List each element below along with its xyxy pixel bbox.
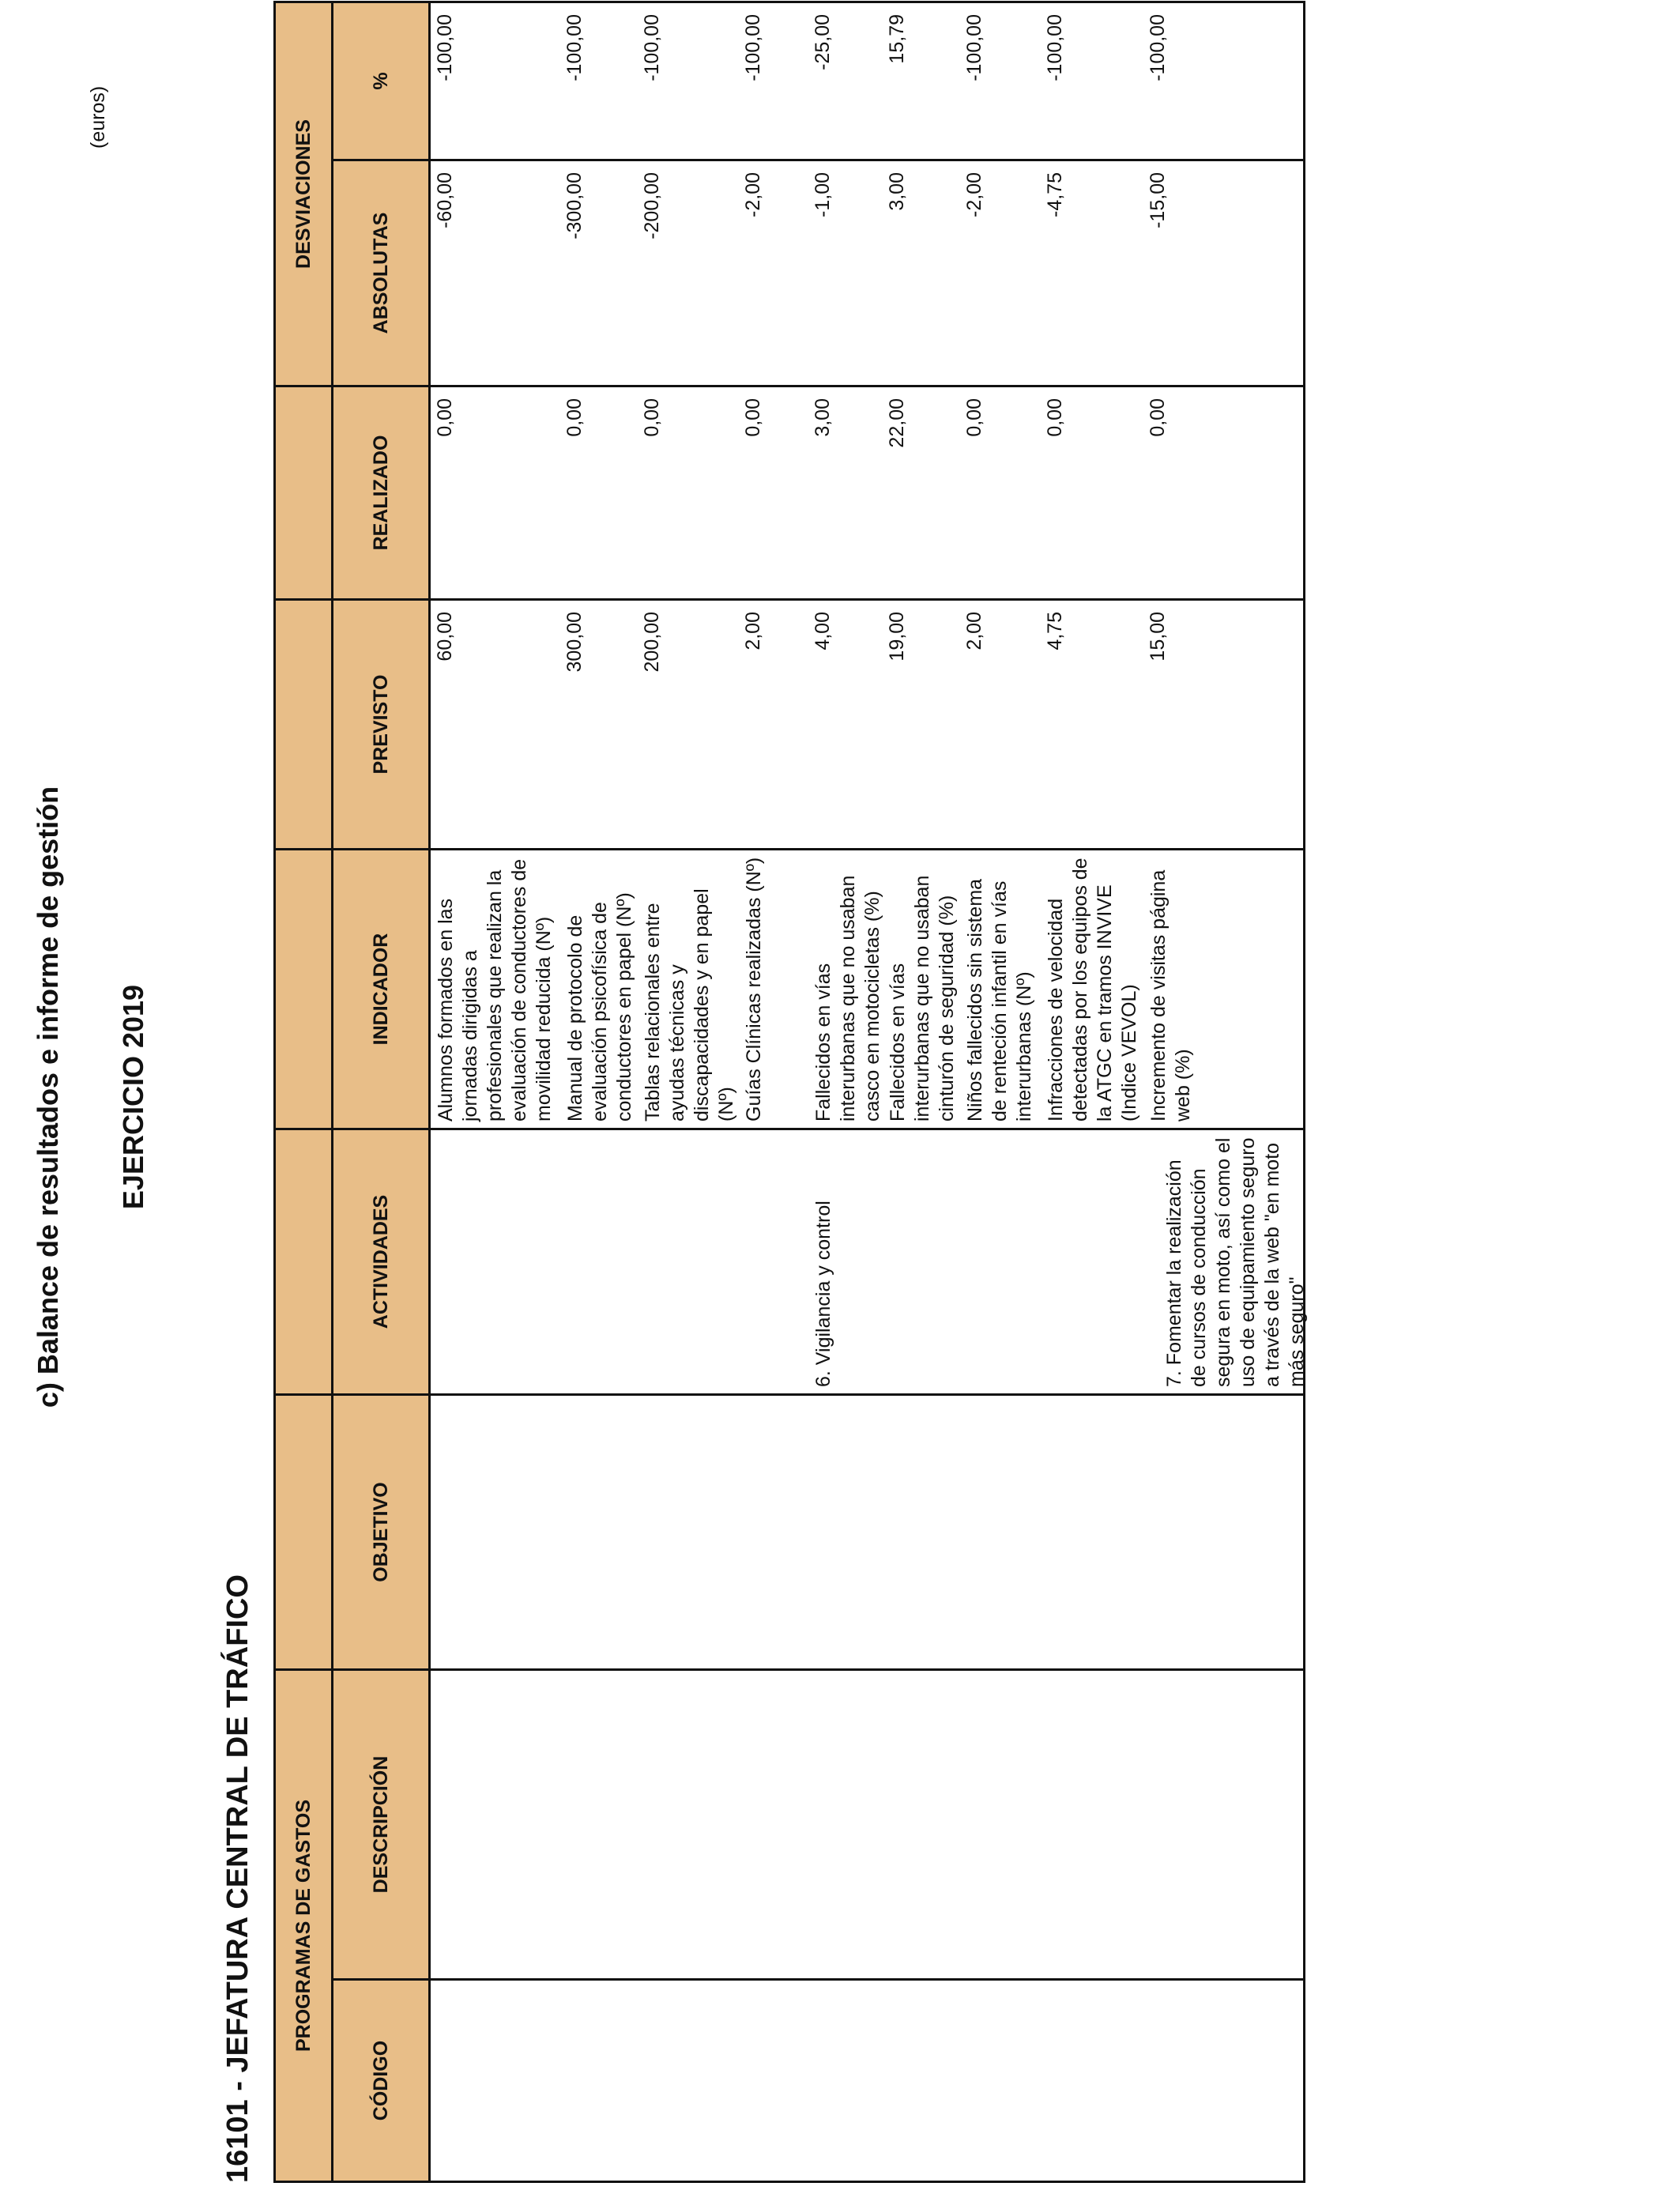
pct-value: -100,00 — [1044, 14, 1066, 81]
absolutas-value: -1,00 — [812, 172, 834, 217]
previsto-cell — [430, 600, 1305, 850]
units-label: (euros) — [87, 85, 109, 149]
codigo-header: CÓDIGO — [333, 1980, 430, 2182]
activity-6: 6. Vigilancia y control — [812, 1201, 834, 1387]
absolutas-value: -2,00 — [963, 172, 985, 217]
realizado-value: 0,00 — [434, 398, 456, 437]
realizado-value: 22,00 — [886, 398, 908, 448]
realizado-value: 0,00 — [963, 398, 985, 437]
indicator-1: Alumnos formados en las jornadas dirigidas a profesionales que realizan la evaluación de conductores de movilidad reducida (Nº) — [435, 858, 555, 1122]
pct-value: -100,00 — [641, 14, 663, 81]
realizado-value: 0,00 — [641, 398, 663, 437]
indicator-2: Manual de protocolo de evaluación psicofísica de conductores en papel (Nº) — [564, 892, 635, 1122]
indicator-7: Niños fallecidos sin sistema de renteción infantil en vías interurbanas (Nº) — [964, 878, 1035, 1122]
previsto-value: 60,00 — [434, 612, 456, 662]
realizado-header-top — [275, 386, 333, 600]
pct-value: -25,00 — [812, 14, 834, 70]
indicador-header: INDICADOR — [333, 850, 430, 1129]
absolutas-value: 3,00 — [886, 172, 908, 211]
previsto-header-top — [275, 600, 333, 850]
indicator-3: Tablas relacionales entre ayudas técnicas y discapacidades y en papel (Nº) — [642, 888, 737, 1122]
realizado-value: 0,00 — [1147, 398, 1169, 437]
previsto-value: 19,00 — [886, 612, 908, 662]
descripcion-cell — [430, 1670, 1305, 1980]
pct-value: 15,79 — [886, 14, 908, 64]
objetivo-header: OBJETIVO — [333, 1395, 430, 1670]
pct-header: % — [333, 2, 430, 160]
pct-value: -100,00 — [563, 14, 586, 81]
fiscal-year: EJERCICIO 2019 — [117, 984, 149, 1210]
indicator-9: Incremento de visitas página web (%) — [1147, 869, 1194, 1122]
descripcion-header: DESCRIPCIÓN — [333, 1670, 430, 1980]
absolutas-value: -300,00 — [563, 172, 586, 239]
group-desviaciones-header: DESVIACIONES — [275, 2, 333, 386]
indicator-6: Fallecidos en vías interurbanas que no usaban cinturón de seguridad (%) — [887, 875, 958, 1122]
indicator-4: Guías Clínicas realizadas (Nº) — [743, 857, 765, 1122]
realizado-value: 0,00 — [1044, 398, 1066, 437]
absolutas-value: -4,75 — [1044, 172, 1066, 217]
results-table — [273, 1, 1308, 2183]
realizado-cell — [430, 386, 1305, 600]
previsto-value: 15,00 — [1147, 612, 1169, 662]
previsto-header: PREVISTO — [333, 600, 430, 850]
absolutas-value: -60,00 — [434, 172, 456, 228]
previsto-value: 300,00 — [563, 612, 586, 673]
absolutas-value: -2,00 — [742, 172, 764, 217]
previsto-value: 4,75 — [1044, 612, 1066, 650]
indicador-header-top — [275, 850, 333, 1129]
activity-7: 7. Fomentar la realización de cursos de conducción segura en moto, así como el uso de equipamiento seguro a través de la web "en moto más seguro" — [1163, 1137, 1308, 1387]
realizado-value: 0,00 — [742, 398, 764, 437]
previsto-value: 4,00 — [812, 612, 834, 650]
absolutas-header: ABSOLUTAS — [333, 160, 430, 386]
pct-value: -100,00 — [963, 14, 985, 81]
section-title: 16101 - JEFATURA CENTRAL DE TRÁFICO — [221, 1574, 254, 2183]
absolutas-value: -200,00 — [641, 172, 663, 239]
indicator-8: Infracciones de velocidad detectadas por los equipos de la ATGC en tramos INVIVE (Indice VEVOL) — [1045, 858, 1140, 1122]
previsto-value: 2,00 — [963, 612, 985, 650]
report-title: c) Balance de resultados e informe de gestión — [32, 786, 64, 1408]
pct-value: -100,00 — [434, 14, 456, 81]
previsto-value: 2,00 — [742, 612, 764, 650]
pct-cell — [430, 2, 1305, 160]
indicador-cell — [430, 850, 1305, 1129]
absolutas-value: -15,00 — [1147, 172, 1169, 228]
realizado-value: 3,00 — [812, 398, 834, 437]
objetivo-cell — [430, 1395, 1305, 1670]
realizado-value: 0,00 — [563, 398, 586, 437]
actividades-header-top — [275, 1129, 333, 1395]
actividades-cell — [430, 1129, 1308, 1395]
absolutas-cell — [430, 160, 1305, 386]
group-programas-header: PROGRAMAS DE GASTOS — [275, 1670, 333, 2182]
indicator-5: Fallecidos en vías interurbanas que no usaban casco en motocicletas (%) — [812, 875, 883, 1122]
pct-value: -100,00 — [1147, 14, 1169, 81]
realizado-header: REALIZADO — [333, 386, 430, 600]
pct-value: -100,00 — [742, 14, 764, 81]
codigo-cell — [430, 1980, 1305, 2182]
previsto-value: 200,00 — [641, 612, 663, 673]
actividades-header: ACTIVIDADES — [333, 1129, 430, 1395]
objetivo-header-top — [275, 1395, 333, 1670]
